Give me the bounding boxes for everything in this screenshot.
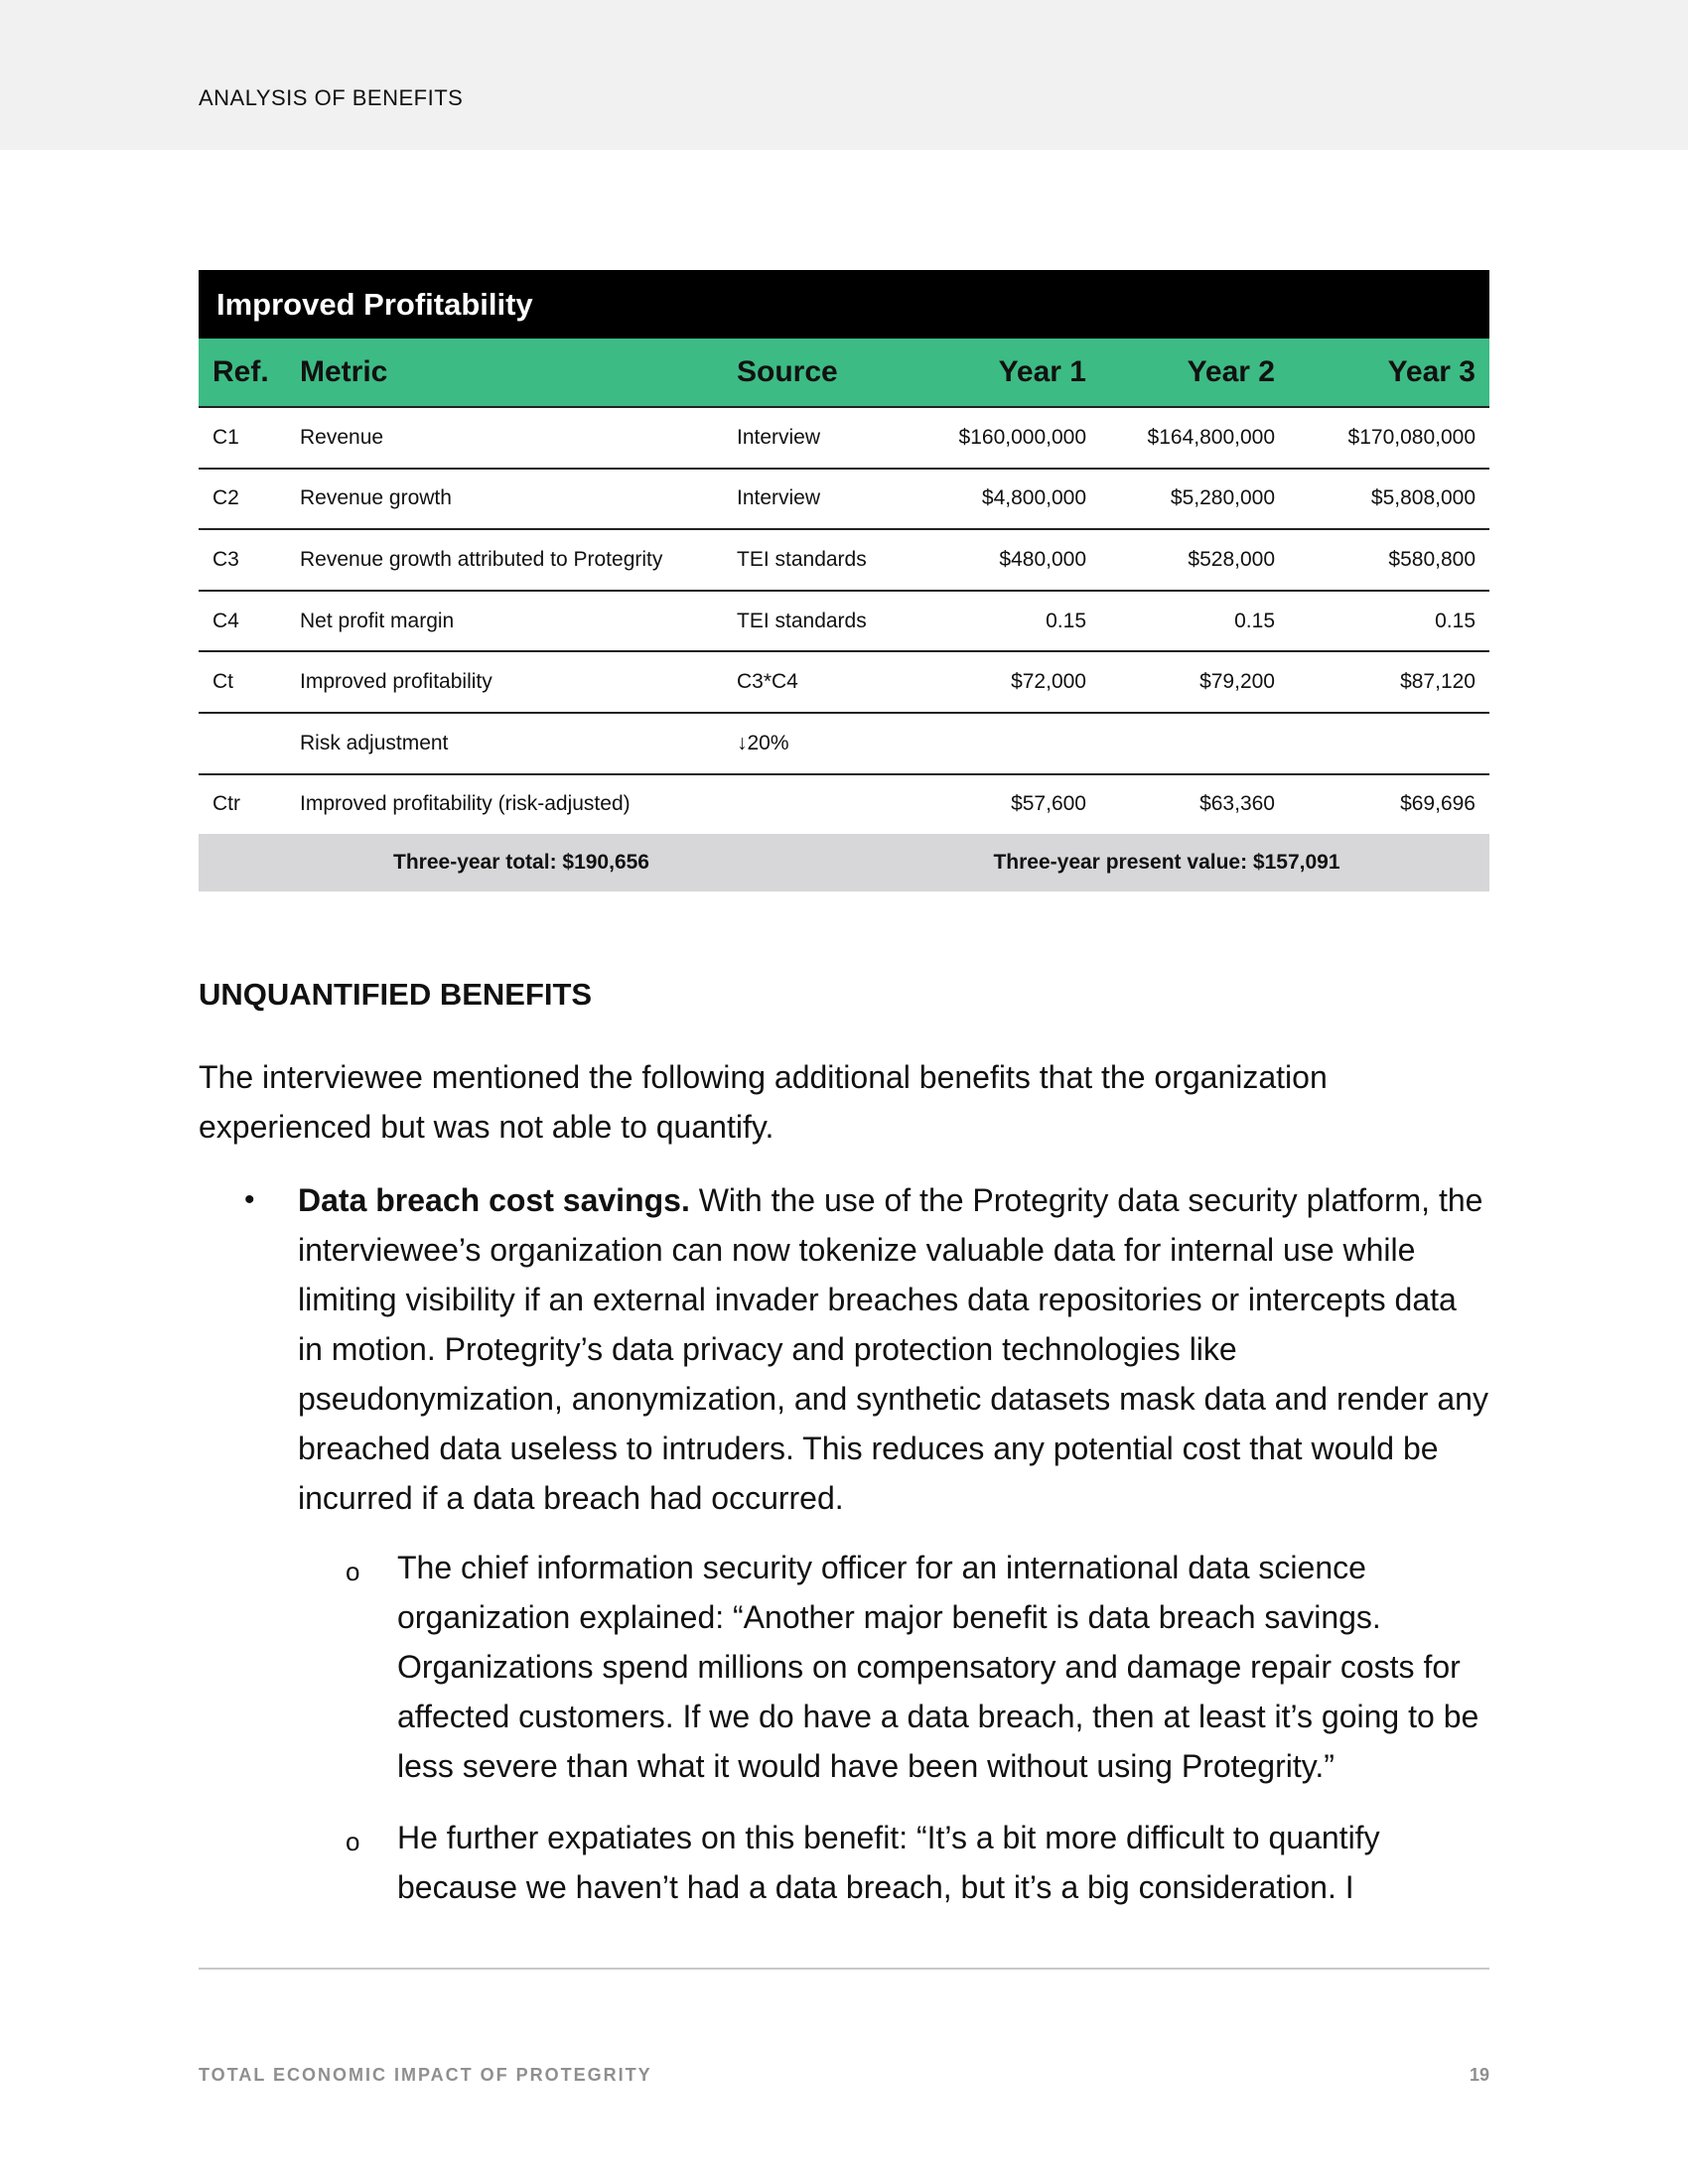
section-heading: UNQUANTIFIED BENEFITS (199, 977, 593, 1012)
table-cell-source: ↓20% (737, 731, 789, 754)
three-year-total: Three-year total: $190,656 (393, 851, 649, 875)
table-cell-year3: $170,080,000 (1347, 425, 1476, 449)
bullet-item (199, 1175, 1489, 1523)
table-row (199, 775, 1489, 835)
table-row (199, 530, 1489, 592)
table-cell-year2: 0.15 (1234, 609, 1275, 632)
table-cell-metric: Risk adjustment (300, 731, 449, 754)
section-header: ANALYSIS OF BENEFITS (199, 85, 464, 110)
table-cell-year1: $57,600 (1011, 792, 1086, 816)
table-cell-year3 (1289, 714, 1489, 773)
table-cell-year3: $5,808,000 (1370, 486, 1476, 510)
table-cell-ref: C2 (212, 486, 239, 510)
bullet-text (298, 1175, 1489, 1523)
bullet-icon: • (244, 1183, 255, 1216)
circle-bullet-icon: o (346, 1557, 360, 1586)
column-header: Year 3 (1387, 355, 1476, 388)
table-row (199, 714, 1489, 775)
financial-table (199, 270, 1489, 891)
table-totals-row (199, 834, 1489, 891)
table-cell-ref: C3 (212, 547, 239, 571)
header-band (0, 0, 1688, 150)
table-title: Improved Profitability (199, 270, 1489, 339)
table-cell-year2 (1100, 714, 1289, 773)
table-cell-year2: $164,800,000 (1147, 425, 1275, 449)
table-row (199, 408, 1489, 470)
table-cell-ref: C1 (212, 425, 239, 449)
table-cell-metric: Revenue growth attributed to Protegrity (300, 547, 663, 571)
table-cell-year2: $528,000 (1188, 547, 1275, 571)
table-cell-ref: C4 (212, 609, 239, 632)
table-cell-year3: $69,696 (1400, 792, 1476, 816)
table-cell-ref (199, 714, 286, 773)
table-cell-year1: $4,800,000 (981, 486, 1086, 510)
table-header-row (199, 339, 1489, 408)
table-cell-metric: Revenue growth (300, 486, 452, 510)
table-cell-year3: $580,800 (1388, 547, 1476, 571)
sub-bullet-text: The chief information security officer for an international data science organization explained: “Another major benefit is data breach savings. Organizations spend millions on compensatory and damage repair costs for affected customers. If we do have a data breach, then at least it’s going to be less severe than what it would have been without using Protegrity.” (397, 1550, 1479, 1784)
column-header: Ref. (212, 355, 269, 388)
column-header: Metric (300, 355, 388, 388)
sub-bullet-item (199, 1813, 1499, 1912)
column-header: Year 2 (1187, 355, 1275, 388)
table-cell-year3: $87,120 (1400, 670, 1476, 694)
table-cell-year1: 0.15 (1046, 609, 1086, 632)
sub-bullet-item (199, 1543, 1499, 1791)
table-cell-source: TEI standards (737, 547, 867, 571)
table-cell-metric: Net profit margin (300, 609, 455, 632)
table-row (199, 470, 1489, 531)
sub-bullet-text: He further expatiates on this benefit: “It’s a bit more difficult to quantify because we haven’t had a data breach, but it’s a big consideration. I (397, 1820, 1380, 1905)
circle-bullet-icon: o (346, 1827, 360, 1856)
table-row (199, 592, 1489, 653)
table-cell-metric: Improved profitability (risk-adjusted) (300, 792, 631, 816)
table-cell-year1 (912, 714, 1100, 773)
footer-divider (199, 1968, 1489, 1970)
table-row (199, 652, 1489, 714)
footer-title: TOTAL ECONOMIC IMPACT OF PROTEGRITY (199, 2065, 652, 2085)
table-cell-source: Interview (737, 486, 821, 510)
column-header: Source (737, 355, 838, 388)
column-header: Year 1 (998, 355, 1086, 388)
table-cell-year3: 0.15 (1435, 609, 1476, 632)
table-cell-ref: Ctr (212, 792, 240, 816)
table-cell-year2: $63,360 (1199, 792, 1275, 816)
table-cell-metric: Revenue (300, 425, 384, 449)
table-cell-source: TEI standards (737, 609, 867, 632)
table-cell-metric: Improved profitability (300, 670, 492, 694)
bullet-title: Data breach cost savings. (298, 1182, 690, 1218)
table-cell-year2: $5,280,000 (1170, 486, 1275, 510)
table-cell-source: C3*C4 (737, 670, 798, 694)
table-cell-year1: $480,000 (999, 547, 1086, 571)
table-cell-source: Interview (737, 425, 821, 449)
table-cell-year1: $160,000,000 (958, 425, 1086, 449)
table-cell-year1: $72,000 (1011, 670, 1086, 694)
three-year-present-value: Three-year present value: $157,091 (993, 851, 1340, 875)
table-cell-year2: $79,200 (1199, 670, 1275, 694)
intro-paragraph: The interviewee mentioned the following additional benefits that the organization experienced but was not able to quantify. (199, 1059, 1328, 1145)
table-cell-source (723, 775, 912, 835)
bullet-body: With the use of the Protegrity data security platform, the interviewee’s organization can now tokenize valuable data for internal use while limiting visibility if an external invader breaches data repositories or intercepts data in motion. Protegrity’s data privacy and protection technologies like pseudonymization, anonymization, and synthetic datasets mask data and render any breached data useless to intruders. This reduces any potential cost that would be incurred if a data breach had occurred. (298, 1182, 1488, 1516)
page-number: 19 (1469, 2065, 1489, 2085)
table-cell-ref: Ct (212, 670, 233, 694)
